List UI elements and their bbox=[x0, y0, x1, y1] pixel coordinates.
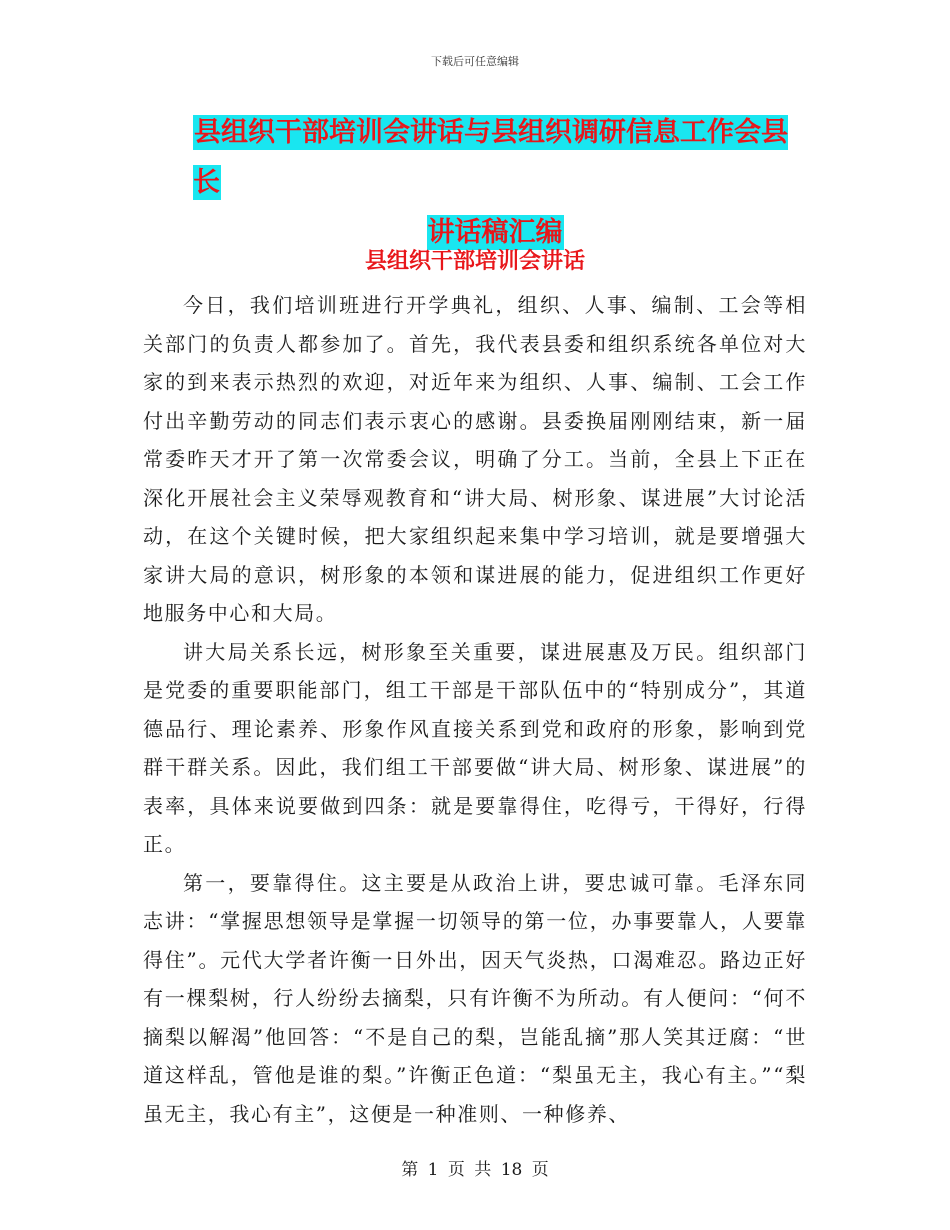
section-title: 县组织干部培训会讲话 bbox=[364, 248, 585, 274]
document-title-line-1 bbox=[190, 108, 810, 208]
paragraph: 今日，我们培训班进行开学典礼，组织、人事、编制、工会等相关部门的负责人都参加了。首先，我代表县委和组织系统各单位对大家的到来表示热烈的欢迎，对近年来为组织、人事、编制、工会工作付出辛勤劳动的同志们表示衷心的感谢。县委换届刚刚结束，新一届常委昨天才开了第一次常委会议，明确了分工。当前，全县上下正在深化开展社会主义荣辱观教育和“讲大局、树形象、谋进展”大讨论活动，在这个关键时候，把大家组织起来集中学习培训，就是要增强大家讲大局的意识，树形象的本领和谋进展的能力，促进组织工作更好地服务中心和大局。 bbox=[143, 293, 807, 625]
paragraph: 第一，要靠得住。这主要是从政治上讲，要忠诚可靠。毛泽东同志讲：“掌握思想领导是掌握一切领导的第一位，办事要靠人，人要靠得住”。元代大学者许衡一日外出，因天气炎热，口渴难忍。路边正好有一棵梨树，行人纷纷去摘梨，只有许衡不为所动。有人便问：“何不摘梨以解渴”他回答：“不是自己的梨，岂能乱摘”那人笑其迂腐：“世道这样乱，管他是谁的梨。”许衡正色道：“梨虽无主，我心有主。”“梨虽无主，我心有主”，这便是一种准则、一种修养、 bbox=[143, 870, 807, 1126]
header-note: 下载后可任意编辑 bbox=[431, 55, 519, 68]
page-footer: 第 1 页 共 18 页 bbox=[401, 1160, 549, 1180]
paragraph: 讲大局关系长远，树形象至关重要，谋进展惠及万民。组织部门是党委的重要职能部门，组工干部是干部队伍中的“特别成分”，其道德品行、理论素养、形象作风直接关系到党和政府的形象，影响到党群干群关系。因此，我们组工干部要做“讲大局、树形象、谋进展”的表率，具体来说要做到四条：就是要靠得住，吃得亏，干得好，行得正。 bbox=[143, 639, 807, 856]
title-highlight: 县组织干部培训会讲话与县组织调研信息工作会县长 bbox=[193, 117, 788, 198]
document-title bbox=[190, 108, 810, 258]
title-highlight: 讲话稿汇编 bbox=[427, 217, 563, 248]
body-text bbox=[143, 286, 807, 1133]
